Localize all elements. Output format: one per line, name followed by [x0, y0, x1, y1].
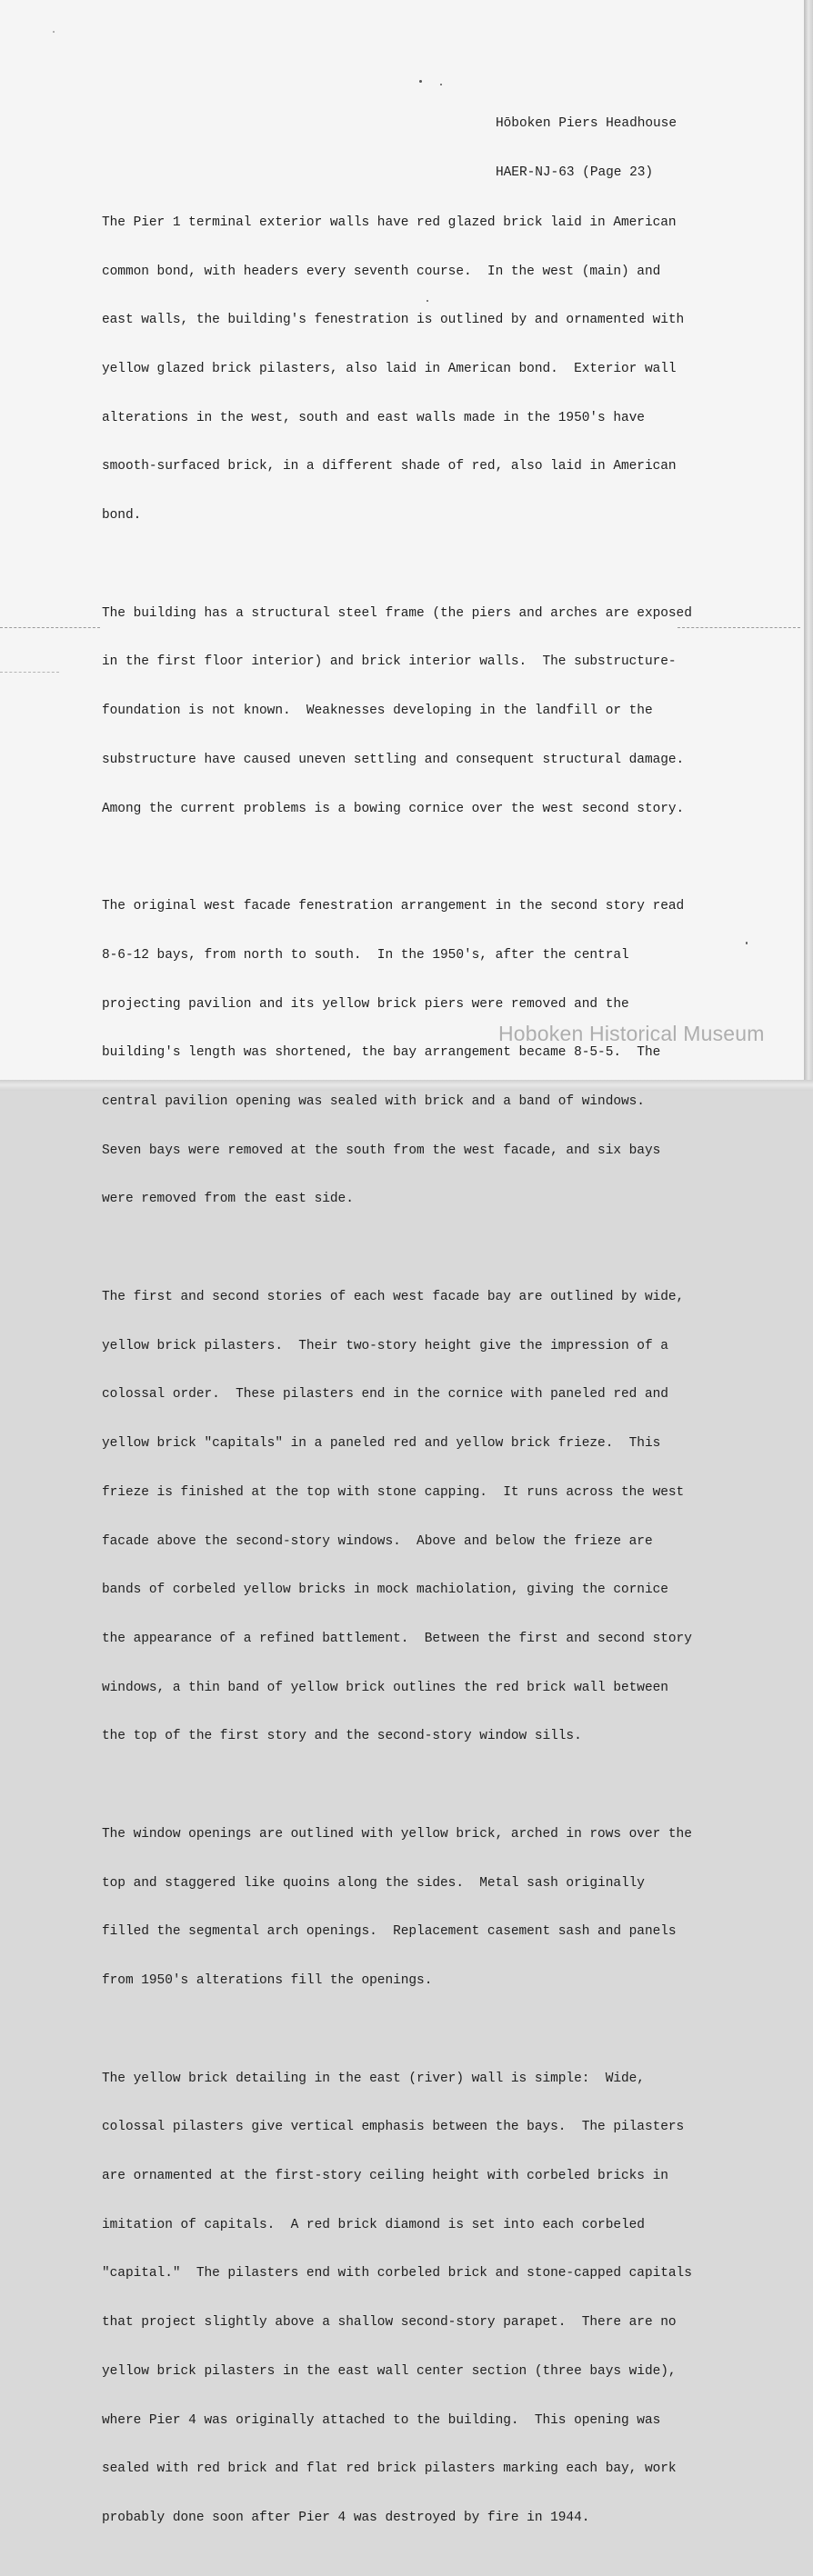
- text-line: top and staggered like quoins along the sides. Metal sash originally: [102, 1875, 645, 1891]
- museum-watermark: Hoboken Historical Museum: [498, 1022, 765, 1045]
- text-line: imitation of capitals. A red brick diamond is set into each corbeled: [102, 2217, 645, 2232]
- text-line: yellow brick "capitals" in a paneled red and yellow brick frieze. This: [102, 1436, 661, 1452]
- text-line: substructure have caused uneven settling and consequent structural damage.: [102, 752, 685, 767]
- scan-speck: [419, 80, 422, 83]
- text-line: Seven bays were removed at the south from the west facade, and six bays: [102, 1143, 661, 1158]
- text-line: building's length was shortened, the bay arrangement became 8-5-5. The: [102, 1045, 661, 1061]
- text-line: where Pier 4 was originally attached to the building. This opening was: [102, 2412, 661, 2428]
- text-line: yellow glazed brick pilasters, also laid in American bond. Exterior wall: [102, 361, 677, 376]
- scan-speck: [427, 300, 428, 302]
- text-line: The Pier 1 terminal exterior walls have red glazed brick laid in American: [102, 215, 677, 230]
- text-line: alterations in the west, south and east walls made in the 1950's have: [102, 410, 645, 425]
- text-line: facade above the second-story windows. Above and below the frieze are: [102, 1533, 653, 1549]
- text-line: projecting pavilion and its yellow brick piers were removed and the: [102, 996, 629, 1012]
- scan-speck: [746, 942, 748, 944]
- text-line: the appearance of a refined battlement. Between the first and second story: [102, 1631, 692, 1646]
- text-line: The original west facade fenestration arrangement in the second story read: [102, 899, 685, 914]
- text-line: are ornamented at the first-story ceiling height with corbeled bricks in: [102, 2169, 668, 2184]
- scan-speck: [440, 84, 442, 85]
- paragraph-west-facade: [102, 1257, 711, 1778]
- text-line: were removed from the east side.: [102, 1192, 354, 1207]
- text-line: that project slightly above a shallow second-story parapet. There are no: [102, 2315, 677, 2331]
- text-line: common bond, with headers every seventh course. In the west (main) and: [102, 264, 661, 279]
- text-line: probably done soon after Pier 4 was destroyed by fire in 1944.: [102, 2511, 590, 2526]
- text-line: The yellow brick detailing in the east (river) wall is simple: Wide,: [102, 2071, 645, 2086]
- text-line: The window openings are outlined with yellow brick, arched in rows over the: [102, 1826, 692, 1842]
- text-line: east walls, the building's fenestration is outlined by and ornamented with: [102, 313, 685, 328]
- text-line: 8-6-12 bays, from north to south. In the 1950's, after the central: [102, 947, 629, 963]
- header-reference: HAER-NJ-63 (Page 23): [496, 165, 654, 180]
- text-line: colossal pilasters give vertical emphasis between the bays. The pilasters: [102, 2120, 685, 2135]
- scan-artifact-line: [0, 627, 100, 628]
- header-title: Hōboken Piers Headhouse: [496, 116, 677, 131]
- text-line: yellow brick pilasters. Their two-story height give the impression of a: [102, 1338, 668, 1353]
- text-line: filled the segmental arch openings. Replacement casement sash and panels: [102, 1924, 677, 1940]
- text-line: frieze is finished at the top with stone capping. It runs across the west: [102, 1484, 685, 1500]
- text-line: in the first floor interior) and brick interior walls. The substructure-: [102, 654, 677, 670]
- text-line: colossal order. These pilasters end in the cornice with paneled red and: [102, 1387, 668, 1403]
- text-line: "capital." The pilasters end with corbeled brick and stone-capped capitals: [102, 2266, 692, 2281]
- text-line: windows, a thin band of yellow brick outlines the red brick wall between: [102, 1680, 668, 1695]
- text-line: the top of the first story and the second-story window sills.: [102, 1729, 582, 1744]
- paragraph-east-wall: [102, 2039, 711, 2560]
- scan-artifact-line: [0, 672, 59, 673]
- text-line: bond.: [102, 508, 142, 524]
- text-line: smooth-surfaced brick, in a different shade of red, also laid in American: [102, 459, 677, 474]
- page-edge-right: [804, 0, 813, 1091]
- text-line: The first and second stories of each west facade bay are outlined by wide,: [102, 1289, 685, 1304]
- paragraph-structure: [102, 574, 711, 850]
- text-line: central pavilion opening was sealed with brick and a band of windows.: [102, 1093, 645, 1109]
- text-line: Among the current problems is a bowing cornice over the west second story.: [102, 801, 685, 816]
- text-line: from 1950's alterations fill the openings.: [102, 1973, 433, 1989]
- text-line: The building has a structural steel frame (the piers and arches are exposed: [102, 605, 692, 621]
- text-line: sealed with red brick and flat red brick pilasters marking each bay, work: [102, 2461, 677, 2477]
- paragraph-windows: [102, 1794, 711, 2022]
- scan-artifact-line: [678, 627, 800, 628]
- text-line: foundation is not known. Weaknesses developing in the landfill or the: [102, 704, 653, 719]
- page-edge-bottom: [0, 1080, 813, 1091]
- document-body: [102, 183, 711, 2576]
- paragraph-exterior-walls: [102, 183, 711, 557]
- text-line: yellow brick pilasters in the east wall center section (three bays wide),: [102, 2363, 677, 2379]
- paragraph-fenestration: [102, 866, 711, 1241]
- scan-speck: [53, 31, 55, 33]
- text-line: bands of corbeled yellow bricks in mock machiolation, giving the cornice: [102, 1583, 668, 1598]
